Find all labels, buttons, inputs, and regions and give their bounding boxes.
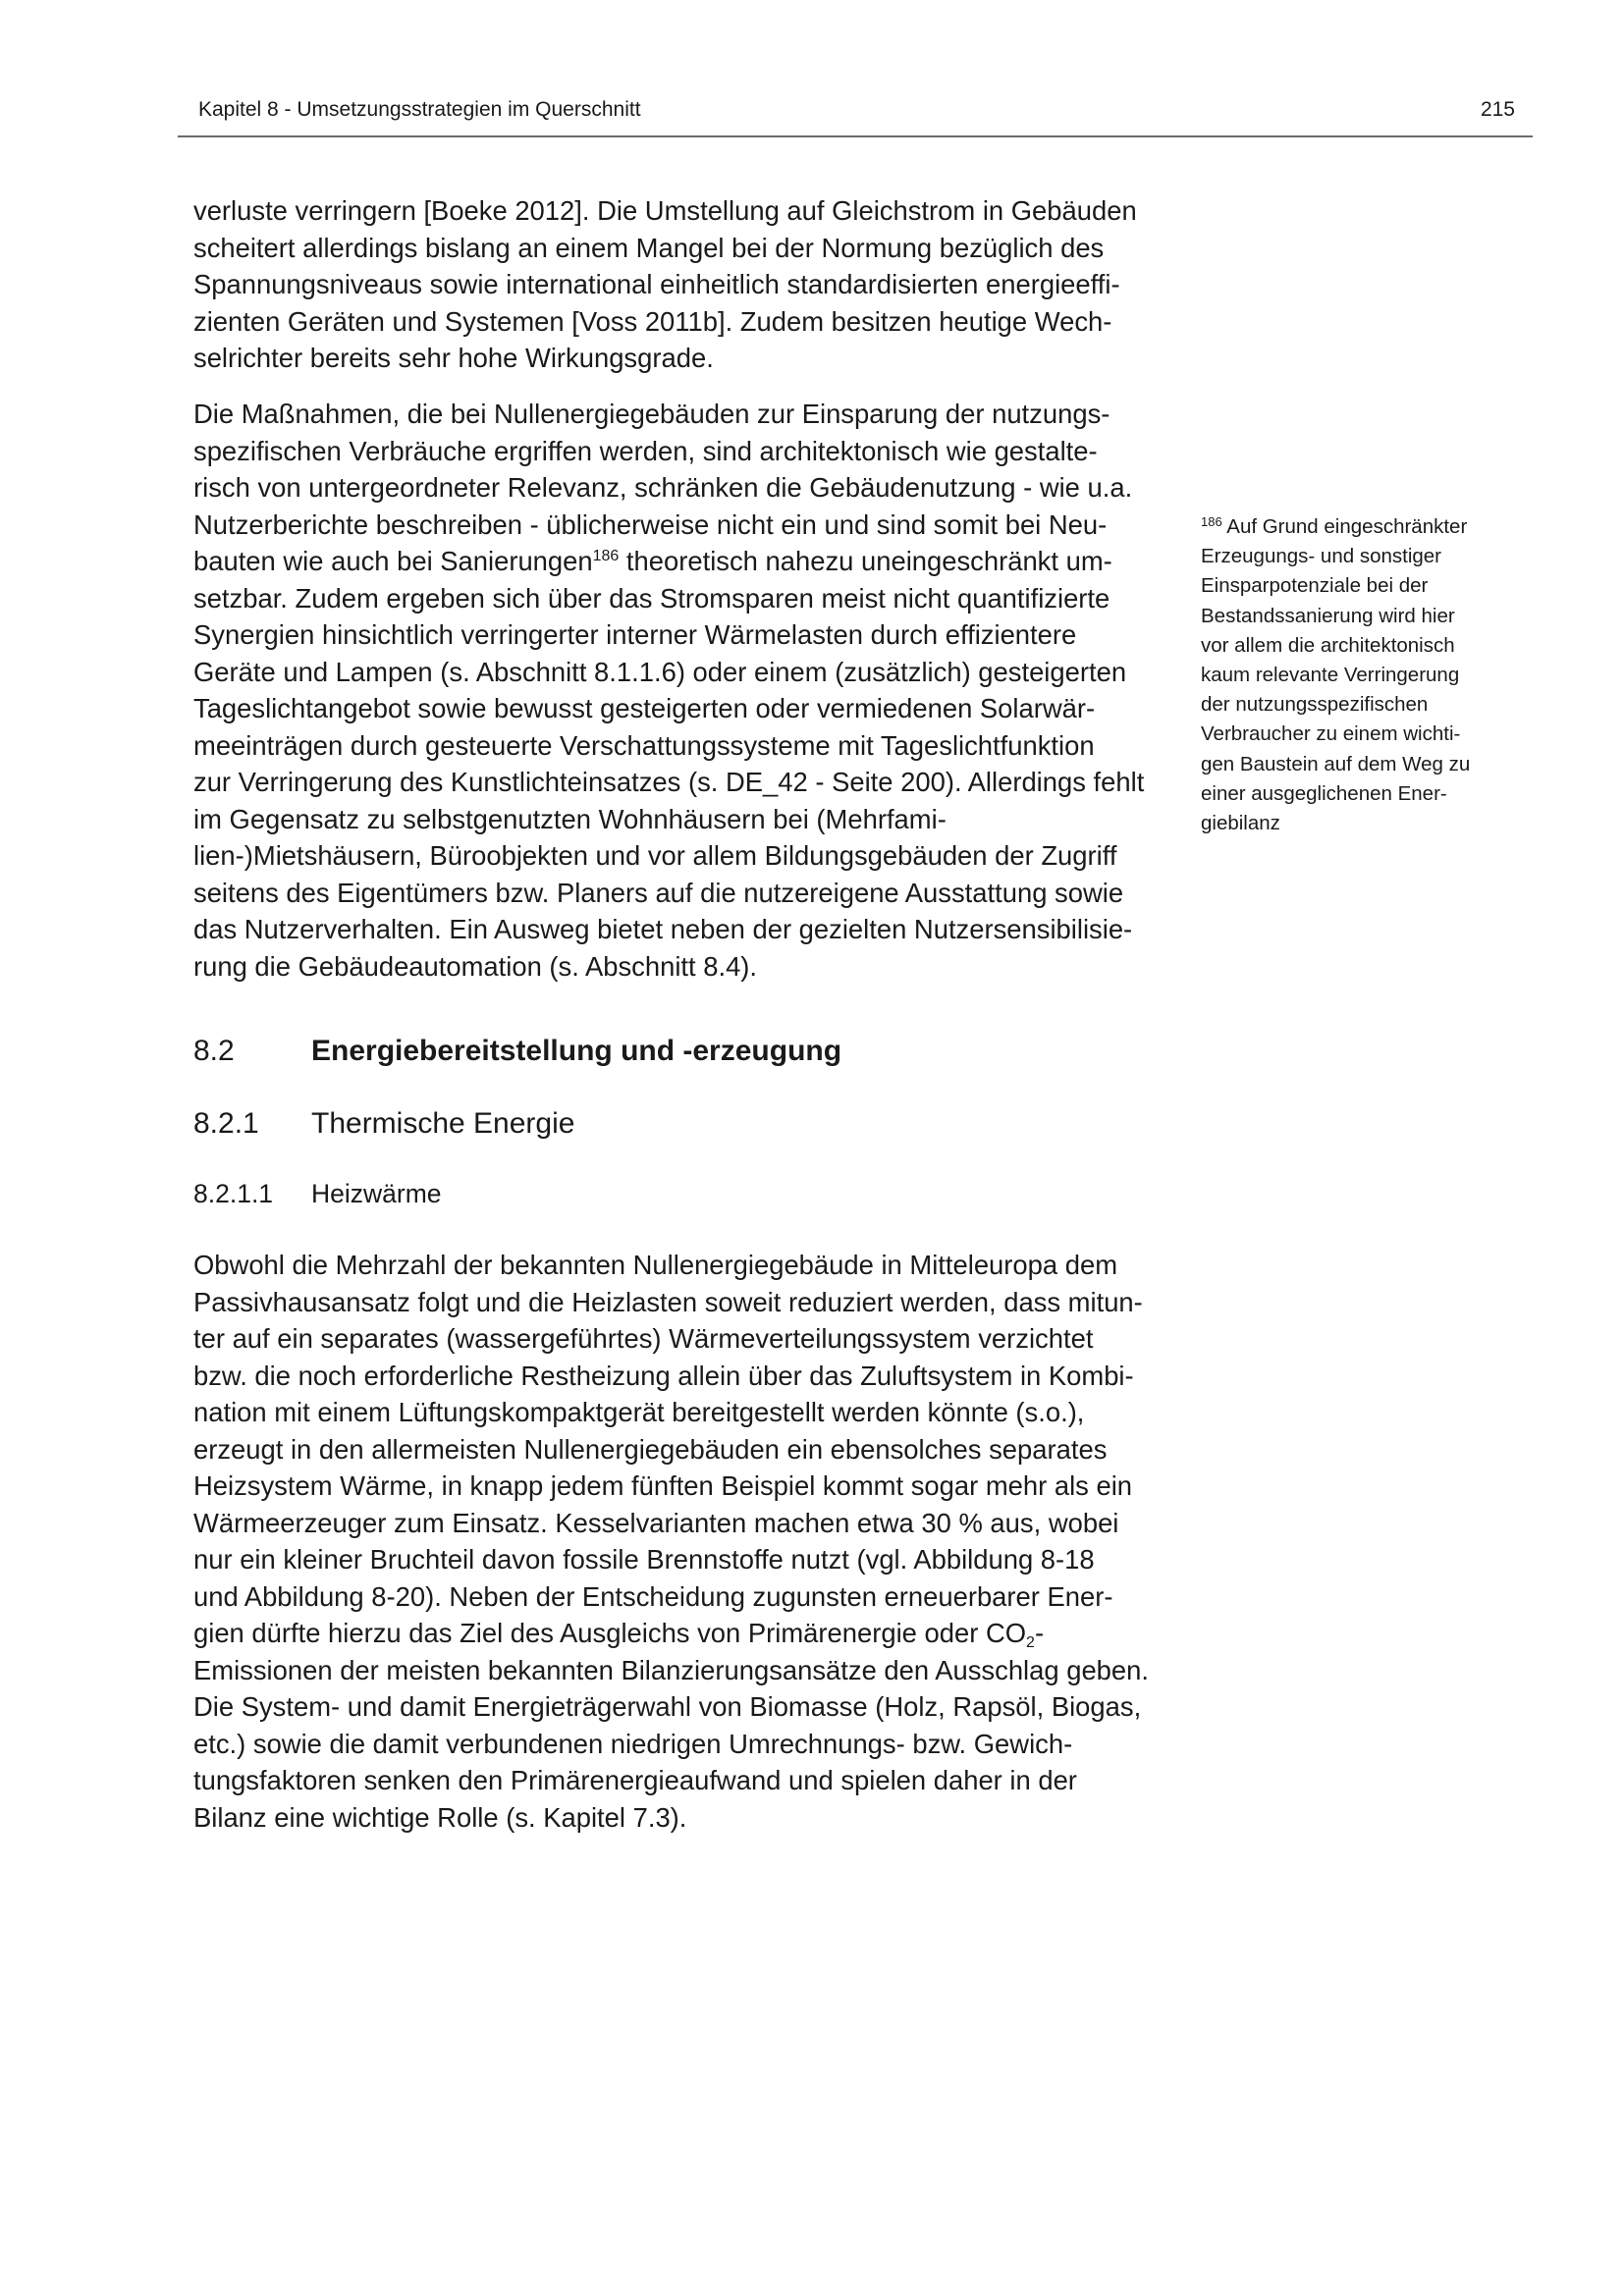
section-number: 8.2.1 <box>193 1107 259 1140</box>
paragraph-1 <box>193 192 1175 377</box>
page-number: 215 <box>1480 98 1515 121</box>
text-fragment: bauten wie auch bei Sanierungen <box>193 546 593 576</box>
footnote-number: 186 <box>1201 514 1222 529</box>
footnote-line: Verbraucher zu einem wichti- <box>1201 722 1461 746</box>
section-title: Thermische Energie <box>311 1107 575 1140</box>
footnote-first-line <box>1201 512 1525 542</box>
text-line: nur ein kleiner Bruchteil davon fossile Brennstoffe nutzt (vgl. Abbildung 8-18 <box>193 1544 1095 1575</box>
text-line: tungsfaktoren senken den Primärenergieaufwand und spielen daher in der <box>193 1765 1077 1795</box>
section-title: Energiebereitstellung und -erzeugung <box>311 1035 842 1067</box>
text-line: Geräte und Lampen (s. Abschnitt 8.1.1.6) oder einem (zusätzlich) gesteigerten <box>193 656 1127 687</box>
text-line: zienten Geräten und Systemen [Voss 2011b]. Zudem besitzen heutige Wech- <box>193 305 1112 337</box>
text-line: Heizsystem Wärme, in knapp jedem fünften Beispiel kommt sogar mehr als ein <box>193 1470 1133 1501</box>
section-heading-8-2-1-1 <box>193 1179 442 1209</box>
section-number: 8.2.1.1 <box>193 1179 274 1208</box>
text-line-with-subscript <box>193 1615 1175 1652</box>
text-line: etc.) sowie die damit verbundenen niedrigen Umrechnungs- bzw. Gewich- <box>193 1728 1073 1759</box>
text-line: zur Verringerung des Kunstlichteinsatzes (s. DE_42 - Seite 200). Allerdings fehlt <box>193 767 1145 797</box>
text-line: Nutzerberichte beschreiben - üblicherweise nicht ein und sind somit bei Neu- <box>193 508 1108 540</box>
text-line: Emissionen der meisten bekannten Bilanzierungsansätze den Ausschlag geben. <box>193 1654 1149 1685</box>
text-line: scheitert allerdings bislang an einem Mangel bei der Normung bezüglich des <box>193 232 1105 263</box>
footnote-line: Bestandssanierung wird hier <box>1201 604 1455 627</box>
text-line: Spannungsniveaus sowie international einheitlich standardisierten energieeffi- <box>193 269 1120 299</box>
footnote-line: einer ausgeglichenen Ener- <box>1201 781 1447 805</box>
text-line: nation mit einem Lüftungskompaktgerät bereitgestellt werden könnte (s.o.), <box>193 1397 1085 1427</box>
text-line: setzbar. Zudem ergeben sich über das Stromsparen meist nicht quantifizierte <box>193 582 1110 614</box>
text-line-with-footnote <box>193 543 1175 580</box>
margin-footnote <box>1201 512 1525 838</box>
footnote-line: kaum relevante Verringerung <box>1201 663 1460 686</box>
text-line: Synergien hinsichtlich verringerter interner Wärmelasten durch effizientere <box>193 619 1077 650</box>
text-line: meeinträgen durch gesteuerte Verschattungssysteme mit Tageslichtfunktion <box>193 729 1095 761</box>
header-rule <box>178 135 1533 137</box>
footnote-line: vor allem die architektonisch <box>1201 633 1455 657</box>
text-line: spezifischen Verbräuche ergriffen werden, sind architektonisch wie gestalte- <box>193 435 1098 466</box>
text-line: und Abbildung 8-20). Neben der Entscheidung zugunsten erneuerbarer Ener- <box>193 1580 1113 1612</box>
text-fragment: - <box>1034 1618 1045 1648</box>
text-line: bzw. die noch erforderliche Restheizung allein über das Zuluftsystem in Kombi- <box>193 1360 1134 1391</box>
text-fragment: theoretisch nahezu uneingeschränkt um- <box>619 546 1112 576</box>
footnote-line: gen Baustein auf dem Weg zu <box>1201 752 1471 775</box>
text-line: seitens des Eigentümers bzw. Planers auf die nutzereigene Ausstattung sowie <box>193 877 1124 908</box>
text-line: risch von untergeordneter Relevanz, schränken die Gebäudenutzung - wie u.a. <box>193 472 1133 503</box>
section-heading-8-2-1 <box>193 1107 574 1141</box>
text-line: erzeugt in den allermeisten Nullenergiegebäuden ein ebensolches separates <box>193 1433 1108 1465</box>
footnote-line: Einsparpotenziale bei der <box>1201 574 1429 598</box>
text-line: Tageslichtangebot sowie bewusst gesteigerten oder vermiedenen Solarwär- <box>193 693 1096 723</box>
subscript: 2 <box>1026 1634 1035 1651</box>
section-number: 8.2 <box>193 1035 235 1067</box>
text-line: Bilanz eine wichtige Rolle (s. Kapitel 7.3). <box>193 1801 687 1833</box>
text-line: verluste verringern [Boeke 2012]. Die Umstellung auf Gleichstrom in Gebäuden <box>193 195 1137 226</box>
text-line: im Gegensatz zu selbstgenutzten Wohnhäusern bei (Mehrfami- <box>193 803 947 834</box>
text-fragment: gien dürfte hierzu das Ziel des Ausgleichs von Primärenergie oder CO <box>193 1618 1027 1648</box>
footnote-line: Erzeugungs- und sonstiger <box>1201 545 1442 568</box>
text-line: das Nutzerverhalten. Ein Ausweg bietet neben der gezielten Nutzersensibilisie- <box>193 914 1133 944</box>
text-line: Wärmeerzeuger zum Einsatz. Kesselvarianten machen etwa 30 % aus, wobei <box>193 1507 1119 1538</box>
text-line: ter auf ein separates (wassergeführtes) Wärmeverteilungssystem verzichtet <box>193 1323 1094 1354</box>
text-line: rung die Gebäudeautomation (s. Abschnitt 8.4). <box>193 950 758 982</box>
running-header-title: Kapitel 8 - Umsetzungsstrategien im Querschnitt <box>198 98 641 121</box>
paragraph-2 <box>193 396 1175 985</box>
text-line: Passivhausansatz folgt und die Heizlasten soweit reduziert werden, dass mitun- <box>193 1286 1143 1317</box>
footnote-reference: 186 <box>592 548 620 564</box>
footnote-line: giebilanz <box>1201 811 1280 834</box>
text-line: selrichter bereits sehr hohe Wirkungsgrade. <box>193 343 714 373</box>
section-title: Heizwärme <box>311 1179 442 1208</box>
section-heading-8-2 <box>193 1035 841 1068</box>
text-line: Obwohl die Mehrzahl der bekannten Nullenergiegebäude in Mitteleuropa dem <box>193 1250 1118 1280</box>
text-line: Die System- und damit Energieträgerwahl von Biomasse (Holz, Rapsöl, Biogas, <box>193 1691 1142 1722</box>
text-line: lien-)Mietshäusern, Büroobjekten und vor allem Bildungsgebäuden der Zugriff <box>193 840 1117 871</box>
paragraph-3 <box>193 1247 1175 1836</box>
text-fragment: Auf Grund eingeschränkter <box>1221 515 1468 538</box>
text-line: Die Maßnahmen, die bei Nullenergiegebäuden zur Einsparung der nutzungs- <box>193 399 1110 429</box>
footnote-line: der nutzungsspezifischen <box>1201 693 1429 717</box>
